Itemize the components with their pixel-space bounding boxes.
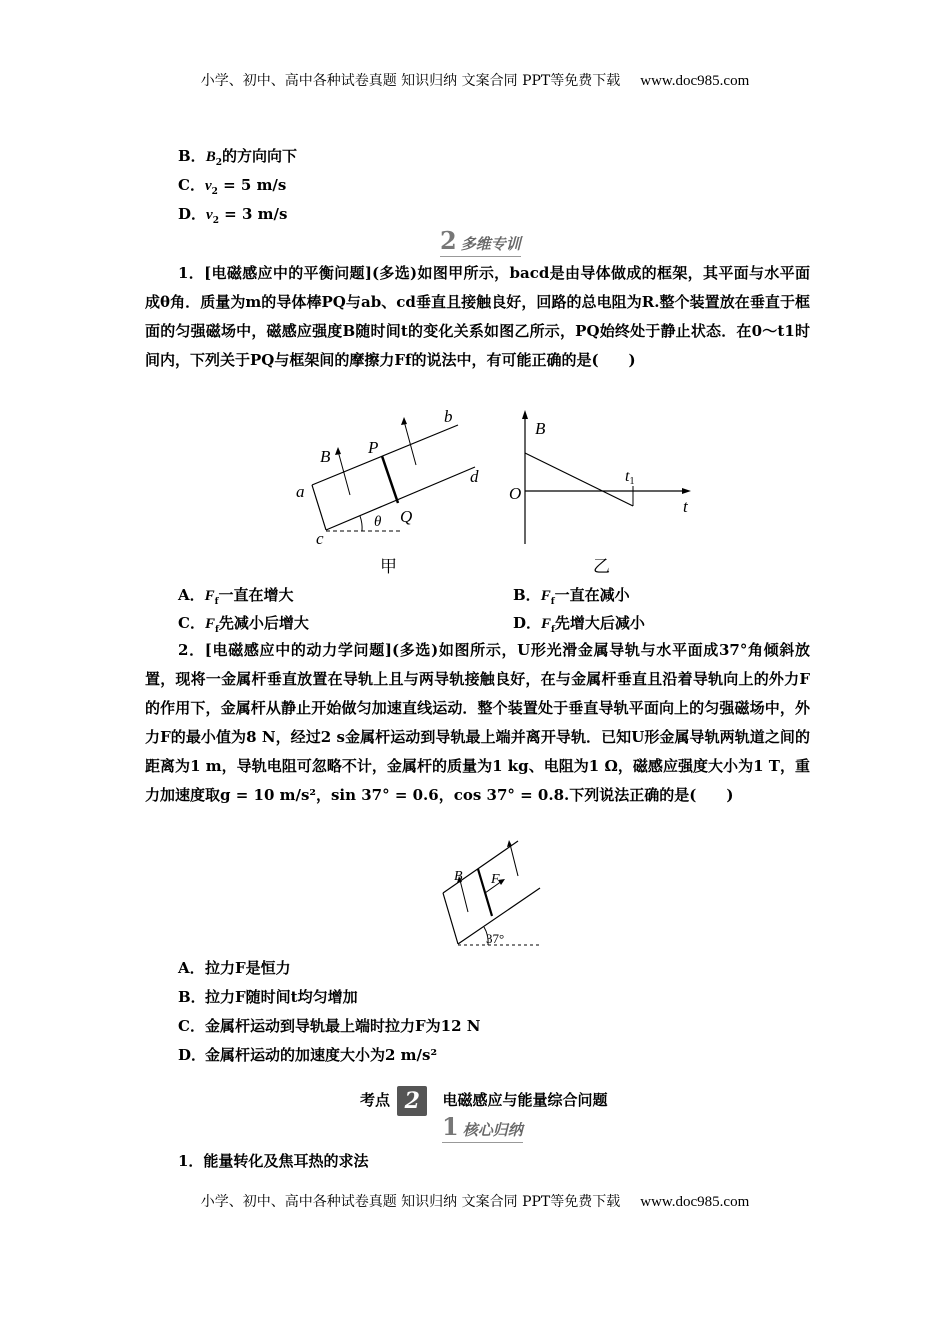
kaodian-number-badge: 2 (397, 1086, 427, 1116)
figure-q2 (440, 838, 542, 950)
q2-option-c-text[interactable]: 金属杆运动到导轨最上端时拉力F为12 N (205, 1017, 481, 1035)
label-t1: t1 (625, 468, 635, 487)
figure-jia (290, 405, 500, 580)
question-1-text: 1．[电磁感应中的平衡问题](多选)如图甲所示，bacd是由导体做成的框架，其平面与水平面成θ角．质量为m的导体棒PQ与ab、cd垂直且接触良好，回路的总电阻为R.整个装置放在垂直于框面的匀强磁场中，磁感应强度B随时间t的变化关系如图乙所示，PQ始终处于静止状态．在0～t1时间内，下列关于PQ与框架间的摩擦力Ff的说法中，有可能正确的是( ) (145, 264, 810, 369)
label-d: d (470, 467, 479, 486)
label-theta: θ (374, 514, 382, 530)
prev-option-d: D．$v_2 = 3$ m/s (178, 205, 288, 226)
section-banner-duowei: 2 多维专训 (440, 226, 521, 255)
q2-option-b-text[interactable]: 拉力F随时间t均匀增加 (205, 988, 358, 1006)
q1-option-a[interactable]: A．$F_f$一直在增大 (178, 586, 294, 607)
label-Q: Q (400, 507, 413, 526)
q1-option-b[interactable]: B．$F_f$一直在减小 (513, 586, 630, 607)
label-t: t (683, 497, 688, 516)
caption-jia: 甲 (380, 557, 397, 577)
label-b: b (444, 407, 453, 426)
figure-yi (505, 408, 705, 580)
kaodian-heading: 考点 2 电磁感应与能量综合问题 (360, 1088, 608, 1114)
header-url[interactable]: www.doc985.com (640, 73, 750, 89)
q2-option-c[interactable]: C． (178, 1017, 205, 1035)
q1-option-c[interactable]: C．$F_f$先减小后增大 (178, 614, 309, 635)
q2-option-d-text[interactable]: 金属杆运动的加速度大小为2 m/s² (205, 1046, 438, 1064)
page-header (0, 70, 950, 90)
prev-option-c: C．$v_2 = 5$ m/s (178, 176, 287, 197)
label-B-axis: B (535, 419, 546, 438)
caption-yi: 乙 (593, 557, 610, 577)
q2-option-b[interactable]: B． (178, 988, 206, 1006)
question-2-text: 2．[电磁感应中的动力学问题](多选)如图所示，U形光滑金属导轨与水平面成37°角倾斜放置，现将一金属杆垂直放置在导轨上且与两导轨接触良好，在与金属杆垂直且沿着导轨向上的外力F的作用下，金属杆从静止开始做匀加速直线运动．整个装置处于垂直导轨平面向上的匀强磁场中，外力F的最小值为8 N，经过2 s金属杆运动到导轨最上端并离开导轨．已知U形金属导轨两轨道之间的距离为1 m，导轨电阻可忽略不计，金属杆的质量为1 kg、电阻为1 Ω，磁感应强度大小为1 T，重力加速度取g = 10 m/s²，sin 37° = 0.6，cos 37° = 0.8.下列说法正确的是( ) (145, 641, 810, 804)
section-banner-hexin: 1 核心归纳 (442, 1112, 523, 1141)
label-c: c (316, 529, 324, 548)
label-angle: 37° (486, 931, 505, 946)
q1-option-d[interactable]: D．$F_f$先增大后减小 (513, 614, 645, 635)
q2-option-a[interactable]: A． (178, 959, 205, 977)
label-B-q2: B (454, 869, 463, 884)
label-O: O (509, 484, 522, 503)
header-text: 小学、初中、高中各种试卷真题 知识归纳 文案合同 PPT等免费下载 (200, 73, 621, 89)
page-footer (0, 1191, 950, 1211)
label-B: B (320, 447, 331, 466)
q2-option-d[interactable]: D． (178, 1046, 207, 1064)
q2-option-a-text[interactable]: 拉力F是恒力 (205, 959, 291, 977)
section-1-heading: 1．能量转化及焦耳热的求法 (178, 1152, 369, 1170)
footer-text: 小学、初中、高中各种试卷真题 知识归纳 文案合同 PPT等免费下载 (200, 1194, 621, 1210)
label-a: a (296, 482, 305, 501)
label-P: P (368, 438, 379, 457)
prev-option-b: B．$B_2$的方向向下 (178, 147, 297, 168)
label-F: F (491, 872, 500, 887)
footer-url[interactable]: www.doc985.com (640, 1194, 750, 1210)
